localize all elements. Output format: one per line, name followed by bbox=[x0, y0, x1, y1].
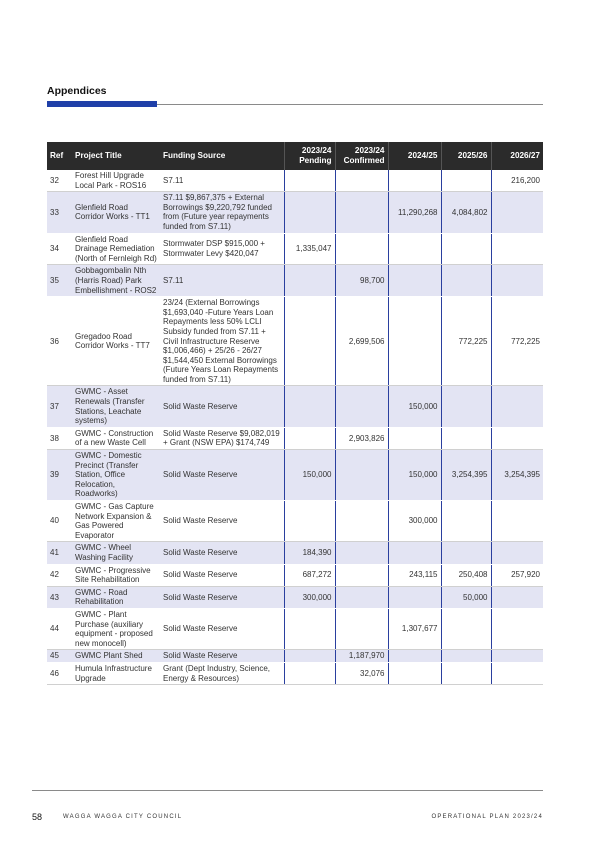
cell-ref: 35 bbox=[47, 265, 72, 297]
cell-2024-25 bbox=[388, 542, 441, 564]
cell-2024-25: 150,000 bbox=[388, 450, 441, 501]
cell-2024-25 bbox=[388, 170, 441, 192]
table-row bbox=[47, 233, 543, 265]
cell-2023-24-confirmed bbox=[335, 192, 388, 233]
cell-ref: 40 bbox=[47, 501, 72, 542]
cell-2023-24-confirmed bbox=[335, 386, 388, 427]
cell-2023-24-pending bbox=[284, 192, 335, 233]
table-row bbox=[47, 662, 543, 684]
cell-2023-24-pending: 1,335,047 bbox=[284, 233, 335, 265]
cell-2026-27: 257,920 bbox=[491, 564, 543, 586]
cell-2023-24-confirmed: 98,700 bbox=[335, 265, 388, 297]
cell-funding-source: S7.11 bbox=[160, 170, 284, 192]
cell-2026-27 bbox=[491, 233, 543, 265]
cell-ref: 42 bbox=[47, 564, 72, 586]
cell-2023-24-pending: 184,390 bbox=[284, 542, 335, 564]
cell-ref: 38 bbox=[47, 427, 72, 449]
cell-ref: 43 bbox=[47, 586, 72, 608]
cell-2023-24-pending bbox=[284, 386, 335, 427]
cell-2025-26 bbox=[441, 542, 491, 564]
table-row bbox=[47, 427, 543, 449]
cell-funding-source: Solid Waste Reserve bbox=[160, 450, 284, 501]
section-divider bbox=[157, 104, 543, 105]
cell-2023-24-confirmed bbox=[335, 501, 388, 542]
cell-2026-27: 3,254,395 bbox=[491, 450, 543, 501]
cell-2026-27 bbox=[491, 542, 543, 564]
cell-ref: 33 bbox=[47, 192, 72, 233]
cell-2025-26 bbox=[441, 427, 491, 449]
cell-2026-27 bbox=[491, 501, 543, 542]
cell-2024-25 bbox=[388, 586, 441, 608]
cell-2024-25: 243,115 bbox=[388, 564, 441, 586]
cell-2023-24-pending: 300,000 bbox=[284, 586, 335, 608]
cell-project-title: GWMC - Domestic Precinct (Transfer Station, Office Relocation, Roadworks) bbox=[72, 450, 160, 501]
cell-ref: 37 bbox=[47, 386, 72, 427]
cell-2023-24-pending bbox=[284, 650, 335, 663]
cell-funding-source: S7.11 bbox=[160, 265, 284, 297]
table-row bbox=[47, 192, 543, 233]
cell-funding-source: Stormwater DSP $915,000 + Stormwater Levy $420,047 bbox=[160, 233, 284, 265]
cell-ref: 41 bbox=[47, 542, 72, 564]
cell-2023-24-pending bbox=[284, 427, 335, 449]
cell-2025-26 bbox=[441, 233, 491, 265]
cell-ref: 44 bbox=[47, 608, 72, 649]
cell-2023-24-pending: 150,000 bbox=[284, 450, 335, 501]
cell-2023-24-pending bbox=[284, 501, 335, 542]
cell-funding-source: Solid Waste Reserve bbox=[160, 542, 284, 564]
cell-2026-27 bbox=[491, 265, 543, 297]
cell-2026-27 bbox=[491, 650, 543, 663]
table-row bbox=[47, 501, 543, 542]
cell-2024-25: 1,307,677 bbox=[388, 608, 441, 649]
council-name: WAGGA WAGGA CITY COUNCIL bbox=[63, 814, 183, 820]
cell-2026-27 bbox=[491, 586, 543, 608]
cell-ref: 46 bbox=[47, 662, 72, 684]
table-row bbox=[47, 297, 543, 386]
cell-2026-27: 772,225 bbox=[491, 297, 543, 386]
cell-2026-27 bbox=[491, 386, 543, 427]
cell-ref: 39 bbox=[47, 450, 72, 501]
cell-2025-26 bbox=[441, 386, 491, 427]
cell-2023-24-confirmed: 2,699,506 bbox=[335, 297, 388, 386]
cell-2024-25 bbox=[388, 427, 441, 449]
cell-2026-27: 216,200 bbox=[491, 170, 543, 192]
section-title: Appendices bbox=[47, 85, 107, 97]
cell-2023-24-pending: 687,272 bbox=[284, 564, 335, 586]
footer-divider bbox=[32, 790, 543, 791]
cell-project-title: Gobbagombalin Nth (Harris Road) Park Embellishment - ROS2 bbox=[72, 265, 160, 297]
cell-2024-25 bbox=[388, 662, 441, 684]
col-header-2025-26: 2025/26 bbox=[441, 142, 491, 170]
cell-2023-24-pending bbox=[284, 608, 335, 649]
cell-2023-24-confirmed bbox=[335, 233, 388, 265]
cell-2025-26 bbox=[441, 650, 491, 663]
cell-funding-source: Solid Waste Reserve bbox=[160, 564, 284, 586]
cell-2024-25 bbox=[388, 233, 441, 265]
cell-2023-24-pending bbox=[284, 662, 335, 684]
cell-funding-source: 23/24 (External Borrowings $1,693,040 -Future Years Loan Repayments less 50% LCLI Subsidy funded from S7.11 + Civil Infrastructure Reserve $1,006,466) + 25/26 - 26/27 $1,544,450 External Borrowings (Future Years Loan Repayments funded from S7.11) bbox=[160, 297, 284, 386]
cell-2026-27 bbox=[491, 192, 543, 233]
cell-2023-24-confirmed bbox=[335, 608, 388, 649]
table-row bbox=[47, 650, 543, 663]
cell-2023-24-confirmed bbox=[335, 450, 388, 501]
cell-2025-26 bbox=[441, 608, 491, 649]
cell-project-title: GWMC - Gas Capture Network Expansion & Gas Powered Evaporator bbox=[72, 501, 160, 542]
cell-2024-25 bbox=[388, 650, 441, 663]
cell-2025-26: 250,408 bbox=[441, 564, 491, 586]
cell-project-title: GWMC - Construction of a new Waste Cell bbox=[72, 427, 160, 449]
cell-2025-26 bbox=[441, 501, 491, 542]
cell-2025-26: 772,225 bbox=[441, 297, 491, 386]
cell-2024-25 bbox=[388, 297, 441, 386]
cell-funding-source: Solid Waste Reserve bbox=[160, 386, 284, 427]
col-header-2023-24-pending: 2023/24 Pending bbox=[284, 142, 335, 170]
cell-project-title: GWMC - Progressive Site Rehabilitation bbox=[72, 564, 160, 586]
col-header-project-title: Project Title bbox=[72, 142, 160, 170]
cell-funding-source: Solid Waste Reserve bbox=[160, 650, 284, 663]
cell-2026-27 bbox=[491, 427, 543, 449]
cell-ref: 45 bbox=[47, 650, 72, 663]
cell-funding-source: S7.11 $9,867,375 + External Borrowings $9,220,792 funded from (Future year repayments funded from S7.11) bbox=[160, 192, 284, 233]
cell-2023-24-confirmed: 2,903,826 bbox=[335, 427, 388, 449]
cell-funding-source: Grant (Dept Industry, Science, Energy & Resources) bbox=[160, 662, 284, 684]
col-header-ref: Ref bbox=[47, 142, 72, 170]
cell-2024-25: 150,000 bbox=[388, 386, 441, 427]
cell-2023-24-confirmed: 1,187,970 bbox=[335, 650, 388, 663]
col-header-funding-source: Funding Source bbox=[160, 142, 284, 170]
table-row bbox=[47, 386, 543, 427]
cell-ref: 36 bbox=[47, 297, 72, 386]
cell-funding-source: Solid Waste Reserve bbox=[160, 586, 284, 608]
cell-2026-27 bbox=[491, 608, 543, 649]
cell-ref: 34 bbox=[47, 233, 72, 265]
cell-2024-25: 11,290,268 bbox=[388, 192, 441, 233]
cell-project-title: GWMC - Wheel Washing Facility bbox=[72, 542, 160, 564]
col-header-2023-24-confirmed: 2023/24 Confirmed bbox=[335, 142, 388, 170]
cell-funding-source: Solid Waste Reserve bbox=[160, 501, 284, 542]
cell-project-title: GWMC - Road Rehabilitation bbox=[72, 586, 160, 608]
cell-2023-24-confirmed bbox=[335, 586, 388, 608]
table-row bbox=[47, 170, 543, 192]
cell-2026-27 bbox=[491, 662, 543, 684]
cell-2025-26: 50,000 bbox=[441, 586, 491, 608]
cell-project-title: Humula Infrastructure Upgrade bbox=[72, 662, 160, 684]
table-row bbox=[47, 450, 543, 501]
cell-2023-24-confirmed bbox=[335, 564, 388, 586]
cell-2025-26: 3,254,395 bbox=[441, 450, 491, 501]
col-header-2026-27: 2026/27 bbox=[491, 142, 543, 170]
cell-funding-source: Solid Waste Reserve $9,082,019 + Grant (NSW EPA) $174,749 bbox=[160, 427, 284, 449]
cell-2024-25: 300,000 bbox=[388, 501, 441, 542]
cell-2025-26 bbox=[441, 662, 491, 684]
table-header-row bbox=[47, 142, 543, 170]
cell-project-title: Glenfield Road Corridor Works - TT1 bbox=[72, 192, 160, 233]
cell-project-title: GWMC - Asset Renewals (Transfer Stations, Leachate systems) bbox=[72, 386, 160, 427]
table-row bbox=[47, 564, 543, 586]
cell-funding-source: Solid Waste Reserve bbox=[160, 608, 284, 649]
document-title: OPERATIONAL PLAN 2023/24 bbox=[431, 814, 543, 820]
cell-2025-26 bbox=[441, 265, 491, 297]
cell-ref: 32 bbox=[47, 170, 72, 192]
cell-2023-24-confirmed bbox=[335, 542, 388, 564]
cell-2023-24-pending bbox=[284, 297, 335, 386]
cell-project-title: Forest Hill Upgrade Local Park - ROS16 bbox=[72, 170, 160, 192]
cell-2023-24-confirmed bbox=[335, 170, 388, 192]
section-accent-bar bbox=[47, 101, 157, 107]
cell-2025-26: 4,084,802 bbox=[441, 192, 491, 233]
cell-2023-24-confirmed: 32,076 bbox=[335, 662, 388, 684]
page-number: 58 bbox=[32, 812, 43, 822]
cell-project-title: GWMC Plant Shed bbox=[72, 650, 160, 663]
cell-project-title: Glenfield Road Drainage Remediation (North of Fernleigh Rd) bbox=[72, 233, 160, 265]
table-row bbox=[47, 542, 543, 564]
table-body bbox=[47, 170, 543, 685]
cell-project-title: GWMC - Plant Purchase (auxiliary equipment - proposed new monocell) bbox=[72, 608, 160, 649]
cell-2025-26 bbox=[441, 170, 491, 192]
cell-2024-25 bbox=[388, 265, 441, 297]
cell-project-title: Gregadoo Road Corridor Works - TT7 bbox=[72, 297, 160, 386]
table-row bbox=[47, 265, 543, 297]
table-row bbox=[47, 608, 543, 649]
table-row bbox=[47, 586, 543, 608]
col-header-2024-25: 2024/25 bbox=[388, 142, 441, 170]
cell-2023-24-pending bbox=[284, 170, 335, 192]
cell-2023-24-pending bbox=[284, 265, 335, 297]
capital-works-table bbox=[47, 142, 543, 685]
